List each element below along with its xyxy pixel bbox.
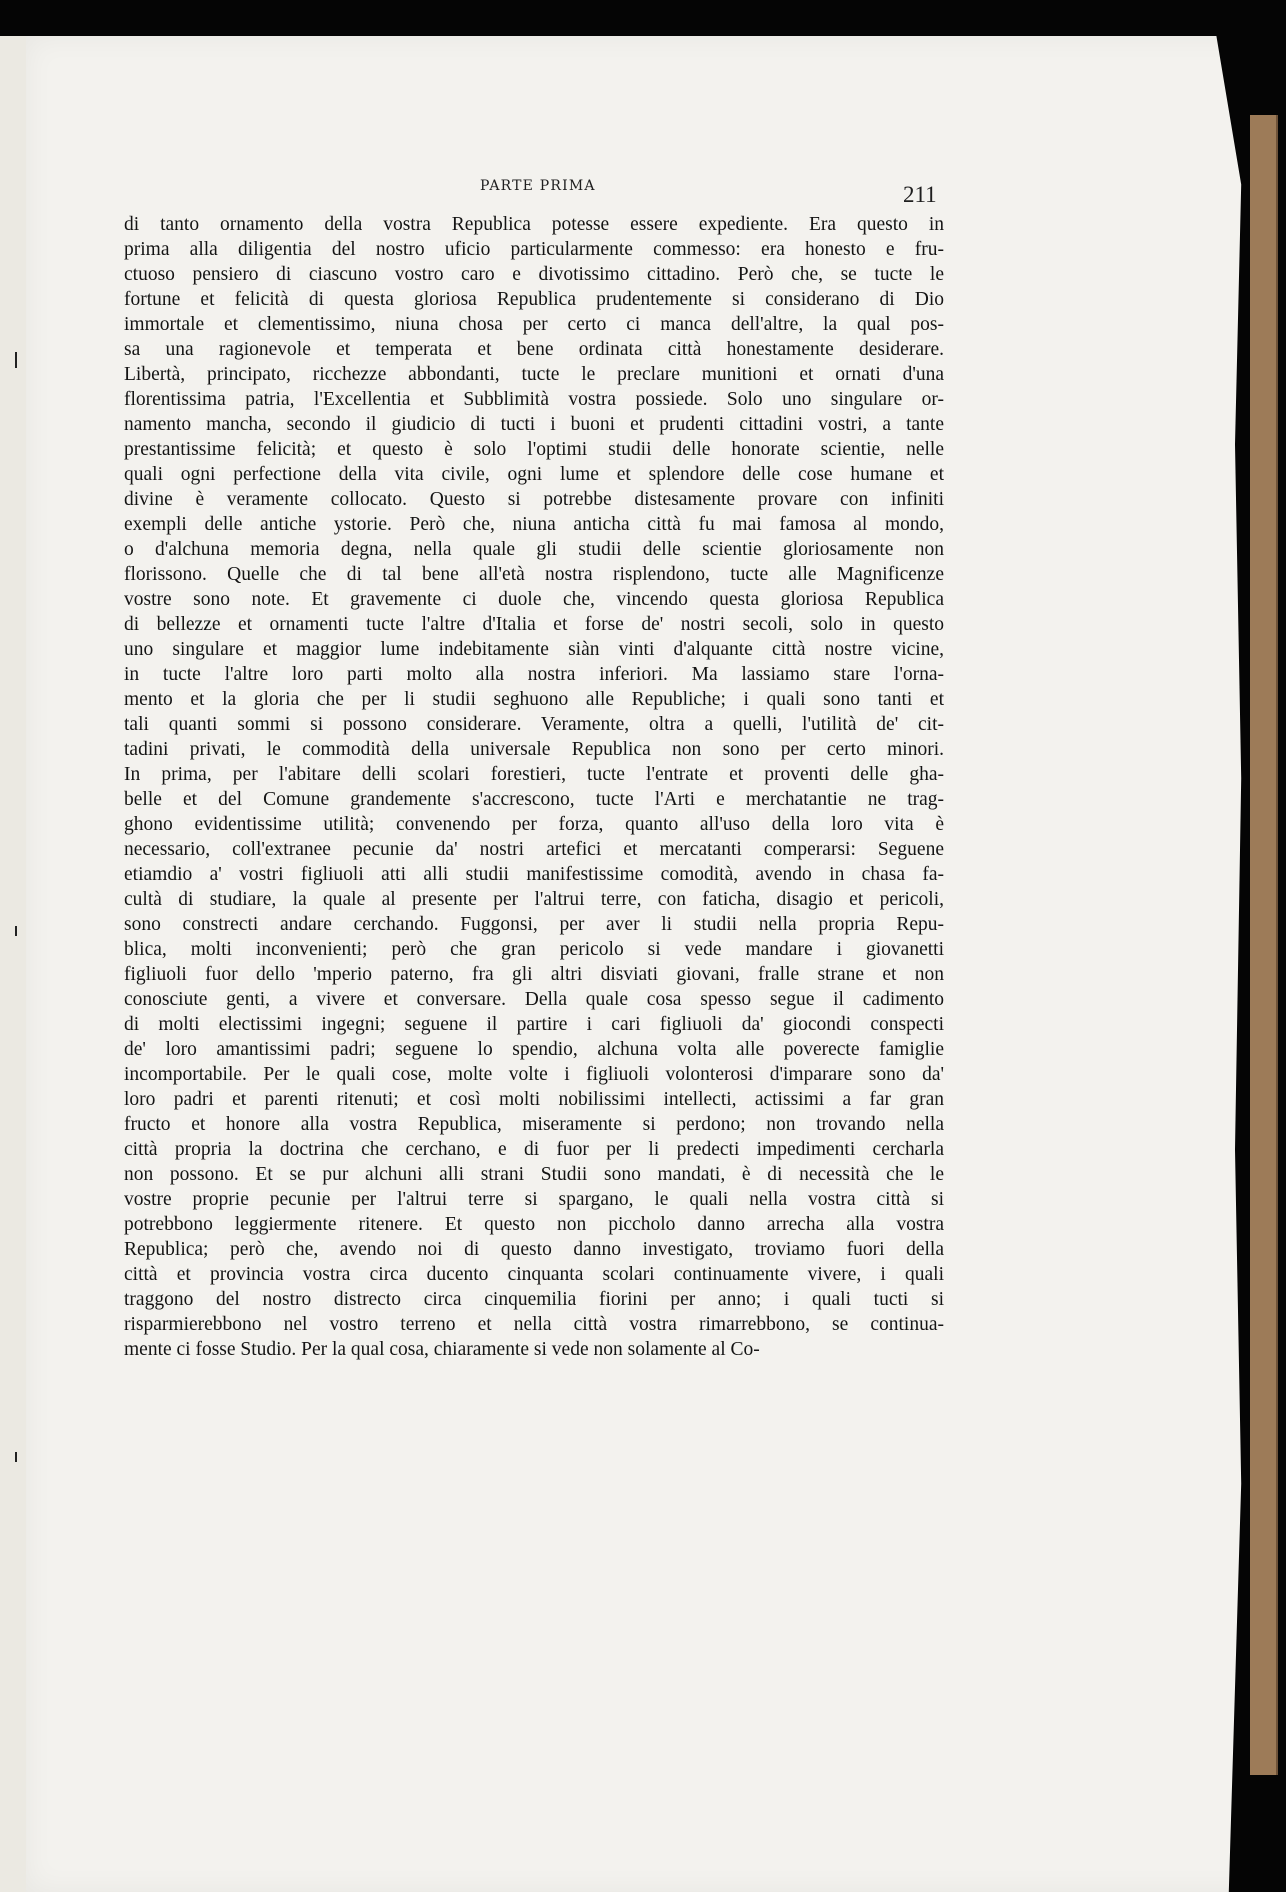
facing-page-edge	[0, 36, 26, 1892]
text-line: di bellezze et ornamenti tucte l'altre d'Italia et forse de' nostri secoli, solo in questo	[124, 614, 944, 635]
text-line: sa una ragionevole et temperata et bene ordinata città honestamente desiderare.	[124, 339, 944, 360]
running-header: PARTE PRIMA	[480, 178, 596, 194]
text-line: città propria la doctrina che cerchano, e di fuor per li predecti impedimenti cercharla	[124, 1139, 944, 1160]
text-line: loro padri et parenti ritenuti; et così molti nobilissimi intellecti, actissimi a far gran	[124, 1089, 944, 1110]
text-line: In prima, per l'abitare delli scolari forestieri, tucte l'entrate et proventi delle gha-	[124, 764, 944, 785]
text-line: in tucte l'altre loro parti molto alla nostra inferiori. Ma lassiamo stare l'orna-	[124, 664, 944, 685]
margin-tick	[15, 926, 17, 936]
text-line: città et provincia vostra circa ducento cinquanta scolari continuamente vivere, i quali	[124, 1264, 944, 1285]
text-line: fructo et honore alla vostra Republica, miseramente si perdono; non trovando nella	[124, 1114, 944, 1135]
text-line: ctuoso pensiero di ciascuno vostro caro e divotissimo cittadino. Però che, se tucte le	[124, 264, 944, 285]
text-line: necessario, coll'extranee pecunie da' nostri artefici et mercatanti comperarsi: Seguene	[124, 839, 944, 860]
text-line: mente ci fosse Studio. Per la qual cosa, chiaramente si vede non solamente al Co-	[124, 1339, 760, 1360]
body-text	[124, 212, 944, 1362]
text-line: belle et del Comune grandemente s'accrescono, tucte l'Arti e merchatantie ne trag-	[124, 789, 944, 810]
text-line: uno singulare et maggior lume indebitamente siàn vinti d'alquante città nostre vicine,	[124, 639, 944, 660]
text-line: potrebbono leggiermente ritenere. Et questo non piccholo danno arrecha alla vostra	[124, 1214, 944, 1235]
text-line: sono constrecti andare cerchando. Fuggonsi, per aver li studii nella propria Repu-	[124, 914, 944, 935]
text-line: blica, molti inconvenienti; però che gran pericolo si vede mandare i giovanetti	[124, 939, 944, 960]
text-line: immortale et clementissimo, niuna chosa per certo ci manca dell'altre, la qual pos-	[124, 314, 944, 335]
text-line: tadini privati, le commodità della universale Republica non sono per certo minori.	[124, 739, 944, 760]
text-line: namento mancha, secondo il giudicio di tucti i buoni et prudenti cittadini vostri, a tante	[124, 414, 944, 435]
text-line: traggono del nostro distrecto circa cinquemilia fiorini per anno; i quali tucti si	[124, 1289, 944, 1310]
text-line: vostre sono note. Et gravemente ci duole che, vincendo questa gloriosa Republica	[124, 589, 944, 610]
text-line: ghono evidentissime utilità; convenendo per forza, quanto all'uso della loro vita è	[124, 814, 944, 835]
text-line: divine è veramente collocato. Questo si potrebbe distesamente provare con infiniti	[124, 489, 944, 510]
page-number: 211	[903, 182, 937, 207]
text-line: vostre proprie pecunie per l'altrui terre si spargano, le quali nella vostra città si	[124, 1189, 944, 1210]
text-line: risparmierebbono nel vostro terreno et nella città vostra rimarrebbono, se continua-	[124, 1314, 944, 1335]
text-line: fortune et felicità di questa gloriosa Republica prudentemente si considerano di Dio	[124, 289, 944, 310]
text-line: di molti electissimi ingegni; seguene il partire i cari figliuoli da' giocondi conspecti	[124, 1014, 944, 1035]
margin-tick	[15, 352, 17, 368]
text-line: incomportabile. Per le quali cose, molte volte i figliuoli volonterosi d'imparare sono da'	[124, 1064, 944, 1085]
text-line: tali quanti sommi si possono considerare. Veramente, oltra a quelli, l'utilità de' cit-	[124, 714, 944, 735]
text-line: exempli delle antiche ystorie. Però che, niuna anticha città fu mai famosa al mondo,	[124, 514, 944, 535]
text-line: de' loro amantissimi padri; seguene lo spendio, alchuna volta alle poverecte famiglie	[124, 1039, 944, 1060]
text-line: mento et la gloria che per li studii seghuono alle Republiche; i quali sono tanti et	[124, 689, 944, 710]
text-line: non possono. Et se pur alchuni alli strani Studii sono mandati, è di necessità che le	[124, 1164, 944, 1185]
text-line: florissono. Quelle che di tal bene all'età nostra risplendono, tucte alle Magnificenze	[124, 564, 944, 585]
text-line: florentissima patria, l'Excellentia et Subblimità vostra possiede. Solo uno singulare or-	[124, 389, 944, 410]
text-line: Republica; però che, avendo noi di questo danno investigato, troviamo fuori della	[124, 1239, 944, 1260]
margin-tick	[15, 1452, 17, 1462]
book-cover-board	[1250, 115, 1278, 1775]
text-line: di tanto ornamento della vostra Republica potesse essere expediente. Era questo in	[124, 214, 944, 235]
text-line: prima alla diligentia del nostro uficio particularmente commesso: era honesto e fru-	[124, 239, 944, 260]
text-line: prestantissime felicità; et questo è solo l'optimi studii delle honorate scientie, nelle	[124, 439, 944, 460]
text-line: quali ogni perfectione della vita civile, ogni lume et splendore delle cose humane et	[124, 464, 944, 485]
text-line: cultà di studiare, la quale al presente per l'altrui terre, con faticha, disagio et pericoli,	[124, 889, 944, 910]
text-line: etiamdio a' vostri figliuoli atti alli studii manifestissime comodità, avendo in chasa fa-	[124, 864, 944, 885]
text-line: Libertà, principato, ricchezze abbondanti, tucte le preclare munitioni et ornati d'una	[124, 364, 944, 385]
text-line: conosciute genti, a vivere et conversare. Della quale cosa spesso segue il cadimento	[124, 989, 944, 1010]
text-line: figliuoli fuor dello 'mperio paterno, fra gli altri disviati giovani, fralle strane et non	[124, 964, 944, 985]
text-line: o d'alchuna memoria degna, nella quale gli studii delle scientie gloriosamente non	[124, 539, 944, 560]
